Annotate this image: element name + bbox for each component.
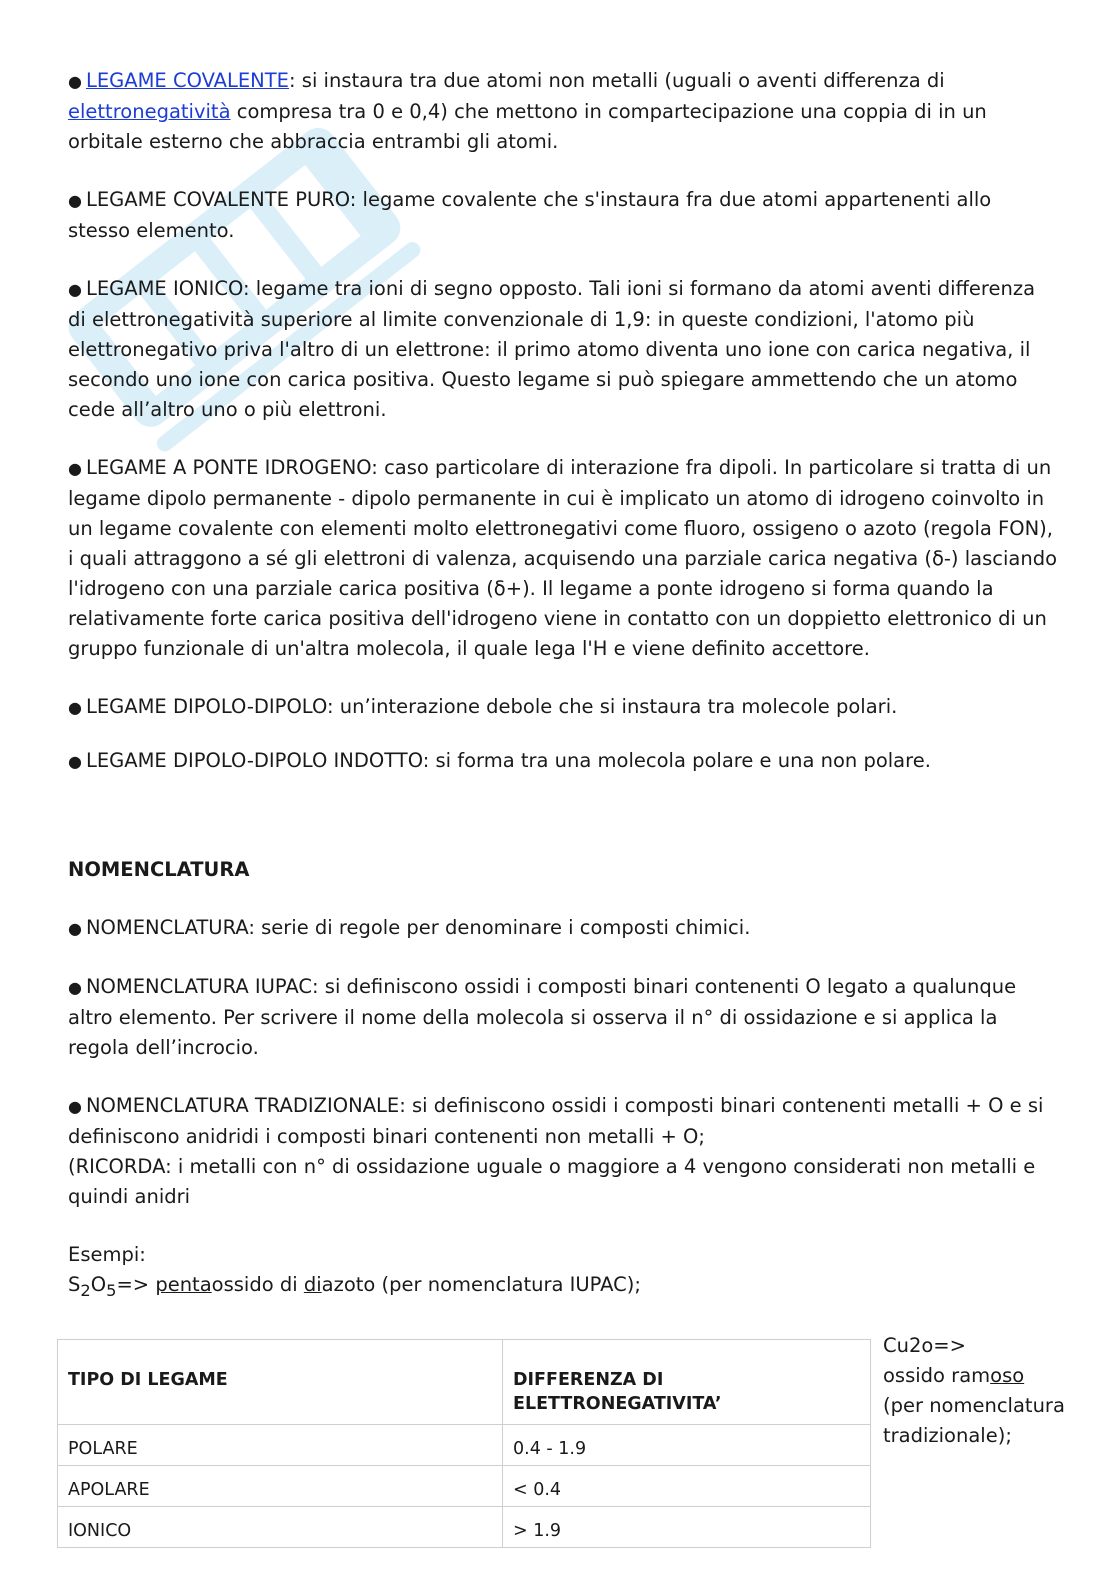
paragraph-nomenclatura-iupac: [68, 972, 1058, 1063]
example-text: azoto (per nomenclatura IUPAC);: [321, 1273, 641, 1296]
paragraph-text: LEGAME COVALENTE PURO: legame covalente che s'instaura fra due atomi appartenenti allo stesso elemento.: [68, 188, 992, 242]
link-legame-covalente[interactable]: LEGAME COVALENTE: [85, 69, 290, 92]
paragraph-nomenclatura: [68, 913, 1058, 944]
side-example-text: [883, 1361, 1073, 1391]
paragraph-text: LEGAME A PONTE IDROGENO: caso particolare di interazione fra dipoli. In particolare si tratta di un legame dipolo permanente - dipolo permanente in cui è implicato un atomo di idrogeno coinvolto in un legame covalente con elementi molto elettronegativi come fluoro, ossigeno o azoto (regola FON), i quali attraggono a sé gli elettroni di valenza, acquisendo una parziale carica negativa (δ-) lasciando l'idrogeno con una parziale carica positiva (δ+). Il legame a ponte idrogeno si forma quando la relativamente forte carica positiva dell'idrogeno viene in contatto con un doppietto elettronico di un gruppo funzionale di un'altra molecola, il quale lega l'H e viene definito accettore.: [68, 456, 1058, 660]
paragraph-nomenclatura-tradizionale: [68, 1091, 1058, 1152]
paragraph-ricorda: (RICORDA: i metalli con n° di ossidazione uguale o maggiore a 4 vengono considerati non metalli e quindi anidri: [68, 1155, 1036, 1208]
formula-element: O: [90, 1273, 107, 1296]
suffix-oso: oso: [990, 1364, 1025, 1387]
example-iupac: [68, 1270, 1058, 1306]
paragraph-text: LEGAME DIPOLO-DIPOLO INDOTTO: si forma tra una molecola polare e una non polare.: [85, 749, 931, 772]
bullet-icon: ●: [68, 698, 82, 717]
table-header-cell: DIFFERENZA DI ELETTRONEGATIVITA’: [503, 1340, 871, 1425]
prefix-penta: penta: [155, 1273, 212, 1296]
paragraph-text: compresa tra 0 e 0,4) che mettono in compartecipazione una coppia di in un orbitale esterno che abbraccia entrambi gli atomi.: [68, 100, 987, 153]
formula-subscript: 5: [106, 1280, 117, 1300]
table-cell: IONICO: [58, 1507, 503, 1548]
bullet-icon: ●: [68, 978, 82, 997]
table-cell: APOLARE: [58, 1466, 503, 1507]
table-cell: < 0.4: [503, 1466, 871, 1507]
prefix-di: di: [303, 1273, 322, 1296]
bullet-icon: ●: [68, 459, 82, 478]
paragraph-text: NOMENCLATURA IUPAC: si definiscono ossidi i composti binari contenenti O legato a qualunque altro elemento. Per scrivere il nome della molecola si osserva il n° di ossidazione e si applica la regola dell’incrocio.: [68, 975, 1017, 1059]
table-cell: > 1.9: [503, 1507, 871, 1548]
table-row: [58, 1466, 871, 1507]
bullet-icon: ●: [68, 919, 82, 938]
paragraph-text: NOMENCLATURA TRADIZIONALE: si definiscono ossidi i composti binari contenenti metalli + O e si definiscono anidridi i composti binari contenenti non metalli + O;: [68, 1094, 1044, 1148]
table-row: [58, 1507, 871, 1548]
paragraph-legame-covalente-puro: [68, 185, 1058, 246]
bullet-icon: ●: [68, 752, 82, 771]
paragraph-dipolo-indotto: [68, 746, 1058, 777]
table-row: [58, 1425, 871, 1466]
bullet-icon: ●: [68, 1097, 82, 1116]
table-header-row: [58, 1340, 871, 1425]
bullet-icon: ●: [68, 191, 82, 210]
paragraph-text: LEGAME DIPOLO-DIPOLO: un’interazione debole che si instaura tra molecole polari.: [85, 695, 898, 718]
paragraph-legame-ionico: [68, 274, 1058, 425]
side-example: [883, 1331, 1073, 1451]
arrow-text: =>: [116, 1273, 156, 1296]
side-formula: Cu2o=>: [883, 1334, 966, 1357]
table-header-cell: TIPO DI LEGAME: [58, 1340, 503, 1425]
formula-subscript: 2: [80, 1280, 91, 1300]
formula-element: S: [68, 1273, 81, 1296]
table-cell: POLARE: [58, 1425, 503, 1466]
section-heading-nomenclatura: NOMENCLATURA: [68, 858, 250, 881]
example-text: ossido di: [211, 1273, 304, 1296]
document-body: [68, 66, 1058, 1306]
examples-label: Esempi:: [68, 1243, 146, 1266]
electronegativity-table: [57, 1339, 871, 1548]
paragraph-text: NOMENCLATURA: serie di regole per denominare i composti chimici.: [85, 916, 751, 939]
paragraph-dipolo-dipolo: [68, 692, 1058, 723]
bullet-icon: ●: [68, 280, 82, 299]
paragraph-text: : si instaura tra due atomi non metalli (uguali o aventi differenza di: [289, 69, 945, 92]
table-cell: 0.4 - 1.9: [503, 1425, 871, 1466]
link-elettronegativita[interactable]: elettronegatività: [68, 100, 231, 123]
side-note: (per nomenclatura tradizionale);: [883, 1394, 1065, 1447]
paragraph-legame-covalente: [68, 66, 1058, 157]
paragraph-ponte-idrogeno: [68, 453, 1058, 664]
bullet-icon: ●: [68, 72, 82, 91]
paragraph-text: LEGAME IONICO: legame tra ioni di segno opposto. Tali ioni si formano da atomi aventi differenza di elettronegatività superiore al limite convenzionale di 1,9: in queste condizioni, l'atomo più elettronegativo priva l'altro di un elettrone: il primo atomo diventa uno ione con carica negativa, il secondo uno ione con carica positiva. Questo legame si può spiegare ammettendo che un atomo cede all’altro uno o più elettroni.: [68, 277, 1036, 421]
side-text: ossido ram: [883, 1364, 991, 1387]
